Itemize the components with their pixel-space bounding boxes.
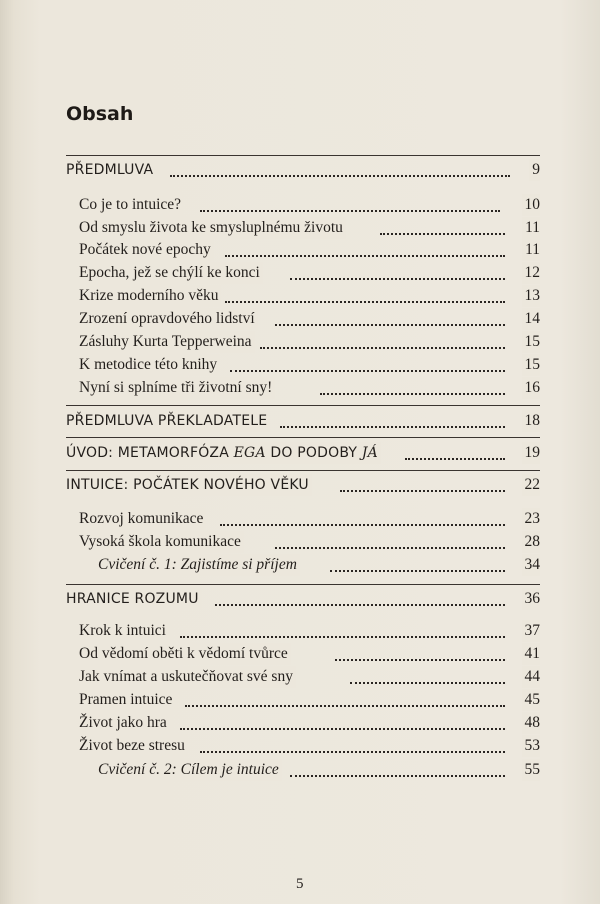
toc-entry-chapter bbox=[0, 588, 600, 610]
entry-title bbox=[66, 442, 381, 464]
entry-page: 44 bbox=[522, 666, 541, 688]
dot-leader bbox=[280, 404, 505, 428]
toc-entry bbox=[0, 643, 600, 665]
entry-title: Nyní si splníme tři životní sny! bbox=[79, 377, 275, 399]
entry-page: 45 bbox=[522, 689, 541, 711]
entry-title: Od vědomí oběti k vědomí tvůrce bbox=[79, 643, 291, 665]
entry-page: 48 bbox=[522, 712, 541, 734]
entry-page: 11 bbox=[522, 239, 540, 261]
entry-page: 34 bbox=[522, 554, 541, 576]
dot-leader bbox=[180, 706, 505, 730]
dot-leader bbox=[180, 614, 505, 638]
toc-entry bbox=[0, 620, 600, 642]
dot-leader bbox=[230, 348, 505, 372]
entry-page: 28 bbox=[522, 531, 541, 553]
entry-title: Pramen intuice bbox=[79, 689, 175, 711]
dot-leader bbox=[320, 371, 505, 395]
entry-title: PŘEDMLUVA bbox=[66, 159, 156, 181]
entry-page: 16 bbox=[522, 377, 541, 399]
entry-title: Krize moderního věku bbox=[79, 285, 221, 307]
entry-page: 18 bbox=[522, 410, 541, 432]
entry-page: 15 bbox=[522, 331, 541, 353]
entry-title: Krok k intuici bbox=[79, 620, 169, 642]
toc-entry-chapter bbox=[0, 159, 600, 181]
dot-leader bbox=[275, 302, 505, 326]
entry-title: Počátek nové epochy bbox=[79, 239, 214, 261]
entry-title: Jak vnímat a uskutečňovat své sny bbox=[79, 666, 296, 688]
entry-title: Zrození opravdového lidství bbox=[79, 308, 258, 330]
entry-title: Cvičení č. 1: Zajistíme si příjem bbox=[98, 554, 300, 576]
entry-title: Epocha, jež se chýlí ke konci bbox=[79, 262, 263, 284]
entry-page: 10 bbox=[522, 194, 541, 216]
toc-entry bbox=[0, 354, 600, 376]
toc-entry-chapter bbox=[0, 410, 600, 432]
dot-leader bbox=[215, 582, 505, 606]
dot-leader bbox=[225, 233, 505, 257]
entry-title-part: ÚVOD: METAMORFÓZA bbox=[66, 445, 234, 461]
dot-leader bbox=[290, 256, 505, 280]
entry-title: Zásluhy Kurta Tepperweina bbox=[79, 331, 255, 353]
dot-leader bbox=[340, 468, 505, 492]
dot-leader bbox=[220, 502, 505, 526]
dot-leader bbox=[380, 211, 505, 235]
toc-entry-chapter bbox=[0, 474, 600, 496]
entry-page: 11 bbox=[522, 217, 540, 239]
entry-page: 13 bbox=[522, 285, 541, 307]
entry-page: 22 bbox=[522, 474, 541, 496]
toc-entry-chapter bbox=[0, 442, 600, 464]
entry-page: 19 bbox=[522, 442, 541, 464]
entry-title: Co je to intuice? bbox=[79, 194, 184, 216]
entry-title: Život jako hra bbox=[79, 712, 170, 734]
dot-leader bbox=[350, 660, 505, 684]
entry-page: 37 bbox=[522, 620, 541, 642]
dot-leader bbox=[170, 153, 510, 177]
toc-entry bbox=[0, 531, 600, 553]
dot-leader bbox=[330, 548, 505, 572]
entry-page: 14 bbox=[522, 308, 541, 330]
dot-leader bbox=[290, 753, 505, 777]
toc-entry-exercise bbox=[0, 554, 600, 576]
dot-leader bbox=[335, 637, 505, 661]
entry-title: K metodice této knihy bbox=[79, 354, 220, 376]
entry-title: Život beze stresu bbox=[79, 735, 188, 757]
entry-page: 9 bbox=[529, 159, 540, 181]
dot-leader bbox=[225, 279, 505, 303]
entry-page: 23 bbox=[522, 508, 541, 530]
toc-entry-exercise bbox=[0, 759, 600, 781]
entry-page: 41 bbox=[522, 643, 541, 665]
dot-leader bbox=[405, 436, 505, 460]
toc-title: Obsah bbox=[66, 103, 134, 125]
entry-title-ego: EGA bbox=[233, 445, 266, 461]
dot-leader bbox=[185, 683, 505, 707]
toc-entry bbox=[0, 194, 600, 216]
entry-page: 36 bbox=[522, 588, 541, 610]
entry-title: Vysoká škola komunikace bbox=[79, 531, 244, 553]
entry-title: Rozvoj komunikace bbox=[79, 508, 206, 530]
entry-page: 15 bbox=[522, 354, 541, 376]
entry-title: INTUICE: POČÁTEK NOVÉHO VĚKU bbox=[66, 474, 312, 496]
dot-leader bbox=[275, 525, 505, 549]
toc-entry bbox=[0, 377, 600, 399]
entry-title: Od smyslu života ke smysluplnému životu bbox=[79, 217, 346, 239]
entry-title: HRANICE ROZUMU bbox=[66, 588, 202, 610]
dot-leader bbox=[200, 729, 505, 753]
entry-title-ja: JÁ bbox=[361, 445, 378, 461]
dot-leader bbox=[200, 188, 500, 212]
entry-title-part: DO PODOBY bbox=[265, 445, 362, 461]
entry-title: PŘEDMLUVA PŘEKLADATELE bbox=[66, 410, 270, 432]
page-number: 5 bbox=[296, 876, 304, 892]
entry-page: 12 bbox=[522, 262, 541, 284]
entry-title: Cvičení č. 2: Cílem je intuice bbox=[98, 759, 282, 781]
dot-leader bbox=[260, 325, 505, 349]
entry-page: 53 bbox=[522, 735, 541, 757]
entry-page: 55 bbox=[522, 759, 541, 781]
